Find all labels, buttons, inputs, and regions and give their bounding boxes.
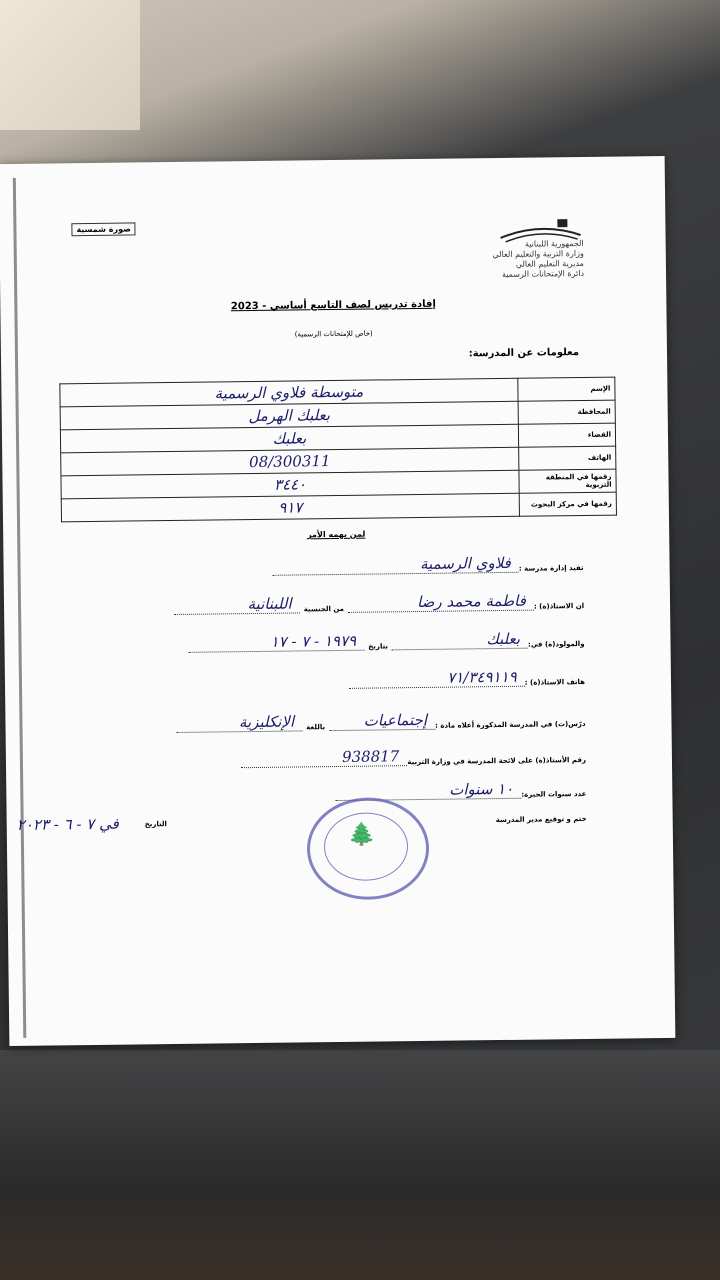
teacher-value: فاطمة محمد رضا [348,592,534,613]
school-info-table [59,377,617,523]
born-date-value: ١٩٧٩ - ٧ - ١٧ [188,632,364,653]
row-label: الإسم [518,377,615,401]
teacher-number-row [36,745,586,771]
born-label: والمولود(ة) في: [527,639,585,649]
nationality-label: من الجنسية [303,604,344,614]
teacher-label: ان الاستاذ(ة) : [533,601,585,611]
school-section-title: معلومات عن المدرسة: [468,347,580,360]
header-line-2: وزارة التربية والتعليم العالي [492,248,584,260]
born-date-label: بتاريخ [368,642,389,651]
document-paper [0,156,675,1046]
born-row [34,629,584,655]
school-admin-row [33,553,583,579]
to-whom-heading: لمن يهمه الأمر [306,529,366,540]
row-value: متوسطة فلاوي الرسمية [60,378,518,407]
teacher-row [34,591,584,617]
date-label: التاريخ [144,820,167,829]
language-label: باللغة [306,723,326,732]
row-label: الهاتف [519,446,616,470]
row-value: ٣٤٤٠ [61,470,519,499]
row-label: القضاء [518,423,615,447]
row-value: بعلبك [60,424,518,453]
row-value: بعلبك الهرمل [60,401,518,430]
phone-label: هاتف الاستاذ(ة) : [524,677,586,687]
header-line-1: الجمهورية اللبنانية [524,238,584,249]
document-subtitle: (خاص للإمتحانات الرسمية) [294,329,373,339]
school-admin-value: فلاوي الرسمية [273,554,519,576]
nationality-value: اللبنانية [174,594,300,615]
cedar-icon: 🌲 [347,822,376,848]
row-label: المحافظة [518,400,615,424]
header-line-4: دائرة الإمتحانات الرسمية [501,268,585,279]
ministry-header [492,239,584,280]
born-value: بعلبك [392,630,528,651]
row-label: رقمها في المنطقة التربوية [519,469,616,493]
row-value: 08/300311 [61,447,519,476]
background-lower [0,1050,720,1280]
experience-value: ١٠ سنوات [335,780,521,801]
background-floor [0,0,140,130]
phone-row [35,667,585,693]
language-value: الإنكليزية [176,712,302,733]
teaches-label: درّس(ت) في المدرسة المذكورة أعلاه مادة : [435,719,586,730]
teacher-number-label: رقم الأستاذ(ة) على لائحة المدرسة في وزارة التربية [407,755,587,767]
school-admin-label: تفيد إدارة مدرسة : [518,563,584,573]
header-line-3: مديرية التعليم العالي [515,258,584,269]
teaches-value: إجتماعيات [329,711,435,731]
date-value: في ٧ - ٦ - ٢٠٢٣ [16,814,119,834]
school-stamp [306,797,429,900]
phone-value: ٧١/٣٤٩١١٩ [349,668,525,689]
teaches-row [35,709,585,735]
experience-row [36,779,586,805]
principal-sign-label: ختم و توقيع مدير المدرسة [495,814,587,825]
teacher-number-value: 938817 [241,747,407,768]
experience-label: عدد سنوات الخبرة: [521,789,587,799]
row-label: رقمها في مركز البحوث [519,492,616,516]
photo-badge: صورة شمسية [71,222,136,236]
document-title: إفادة تدريس لصف التاسع أساسي - 2023 [230,298,436,313]
row-value: ٩١٧ [61,493,519,522]
